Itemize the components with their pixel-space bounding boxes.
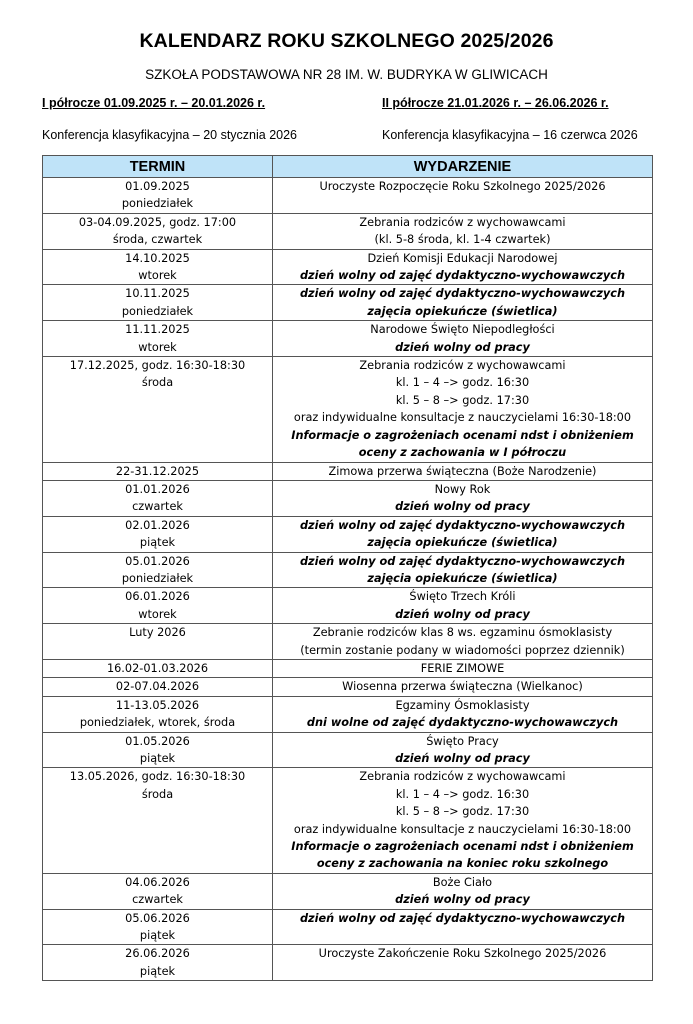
event-line-emphasis: dzień wolny od pracy xyxy=(395,752,530,765)
calendar-body xyxy=(43,178,653,981)
event-cell xyxy=(273,945,653,981)
event-cell xyxy=(273,321,653,357)
event-line: Zebranie rodziców klas 8 ws. egzaminu ósmoklasisty xyxy=(312,626,613,640)
table-row xyxy=(43,321,653,357)
column-header-term: TERMIN xyxy=(43,156,273,178)
term-cell xyxy=(43,873,273,909)
event-line-emphasis: dni wolne od zajęć dydaktyczno-wychowawczych xyxy=(306,716,619,730)
table-row xyxy=(43,357,653,462)
event-line-emphasis: zajęcia opiekuńcze (świetlica) xyxy=(367,571,558,585)
table-row xyxy=(43,768,653,873)
event-line: Egzaminy Ósmoklasisty xyxy=(395,698,530,712)
event-line: Wiosenna przerwa świąteczna (Wielkanoc) xyxy=(342,680,583,694)
term-line: wtorek xyxy=(138,607,177,621)
table-row xyxy=(43,213,653,249)
event-line: Nowy Rok xyxy=(434,482,491,496)
event-cell xyxy=(273,659,653,677)
event-cell xyxy=(273,873,653,909)
term-line: 11.11.2025 xyxy=(125,323,190,337)
event-cell xyxy=(273,678,653,696)
term-cell xyxy=(43,624,273,660)
event-cell xyxy=(273,285,653,321)
event-line: kl. 5 – 8 –> godz. 17:30 xyxy=(395,805,530,819)
table-row xyxy=(43,873,653,909)
table-row xyxy=(43,678,653,696)
event-line: Boże Ciało xyxy=(432,875,493,889)
conference-2: Konferencja klasyfikacyjna – 16 czerwca 2026 xyxy=(382,128,638,142)
event-line: oraz indywidualne konsultacje z nauczycielami 16:30-18:00 xyxy=(293,411,632,425)
term-cell xyxy=(43,178,273,214)
event-line-emphasis: dzień wolny od zajęć dydaktyczno-wychowawczych xyxy=(299,287,626,301)
event-line: (termin zostanie podany w wiadomości poprzez dziennik) xyxy=(300,643,625,657)
table-row xyxy=(43,945,653,981)
event-line-emphasis: dzień wolny od pracy xyxy=(395,500,530,514)
event-line-emphasis: dzień wolny od zajęć dydaktyczno-wychowawczych xyxy=(299,911,626,925)
event-cell xyxy=(273,552,653,588)
term-line: poniedziałek, wtorek, środa xyxy=(79,716,236,730)
term-line: 26.06.2026 xyxy=(125,947,190,961)
event-cell xyxy=(273,480,653,516)
term-line: środa, czwartek xyxy=(112,233,203,247)
term-line: 06.01.2026 xyxy=(125,590,190,604)
event-line-emphasis: dzień wolny od pracy xyxy=(395,893,530,907)
term-line: 02.01.2026 xyxy=(125,518,190,532)
term-line: 11-13.05.2026 xyxy=(115,698,200,712)
term-line: poniedziałek xyxy=(121,304,194,318)
term-cell xyxy=(43,696,273,732)
event-line: Zebrania rodziców z wychowawcami xyxy=(359,770,566,784)
term-line: 04.06.2026 xyxy=(125,875,190,889)
event-cell xyxy=(273,213,653,249)
event-line-emphasis: zajęcia opiekuńcze (świetlica) xyxy=(367,536,558,550)
term-line: poniedziałek xyxy=(121,571,194,585)
event-line-emphasis: dzień wolny od zajęć dydaktyczno-wychowawczych xyxy=(299,554,626,568)
event-line-emphasis: oceny z zachowania w I półroczu xyxy=(358,446,567,460)
table-row xyxy=(43,249,653,285)
term-cell xyxy=(43,552,273,588)
term-cell xyxy=(43,945,273,981)
term-line: czwartek xyxy=(132,893,183,907)
event-line-emphasis: dzień wolny od pracy xyxy=(395,607,530,621)
table-row xyxy=(43,588,653,624)
event-line-emphasis: Informacje o zagrożeniach ocenami ndst i obniżeniem xyxy=(291,840,634,854)
table-row xyxy=(43,696,653,732)
term-line: 22-31.12.2025 xyxy=(115,464,200,478)
term-line: piątek xyxy=(139,929,176,943)
event-line-emphasis: Informacje o zagrożeniach ocenami ndst i obniżeniem xyxy=(291,428,634,442)
table-row xyxy=(43,178,653,214)
event-line: Uroczyste Rozpoczęcie Roku Szkolnego 2025/2026 xyxy=(319,180,606,193)
term-line: Luty 2026 xyxy=(129,626,186,640)
event-line-emphasis: dzień wolny od pracy xyxy=(395,340,530,354)
event-line: kl. 1 – 4 –> godz. 16:30 xyxy=(395,376,530,390)
event-line: Dzień Komisji Edukacji Narodowej xyxy=(367,251,558,265)
term-cell xyxy=(43,516,273,552)
table-row xyxy=(43,659,653,677)
event-line-emphasis: dzień wolny od zajęć dydaktyczno-wychowawczych xyxy=(299,518,626,532)
term-cell xyxy=(43,768,273,873)
event-line: oraz indywidualne konsultacje z nauczycielami 16:30-18:00 xyxy=(293,822,632,836)
term-cell xyxy=(43,285,273,321)
term-cell xyxy=(43,357,273,462)
table-row xyxy=(43,285,653,321)
term-cell xyxy=(43,462,273,480)
table-row xyxy=(43,909,653,945)
table-row xyxy=(43,462,653,480)
event-line: Zebrania rodziców z wychowawcami xyxy=(359,215,566,229)
event-cell xyxy=(273,732,653,768)
term-cell xyxy=(43,732,273,768)
event-line-emphasis: dzień wolny od zajęć dydaktyczno-wychowawczych xyxy=(299,269,626,283)
school-name: SZKOŁA PODSTAWOWA NR 28 IM. W. BUDRYKA W GLIWICACH xyxy=(145,67,548,82)
event-line: Uroczyste Zakończenie Roku Szkolnego 2025/2026 xyxy=(318,947,607,961)
term-line: 05.06.2026 xyxy=(125,911,190,925)
event-cell xyxy=(273,696,653,732)
term-line: piątek xyxy=(139,536,176,550)
event-cell xyxy=(273,249,653,285)
table-row xyxy=(43,624,653,660)
term-cell xyxy=(43,249,273,285)
term-line: 13.05.2026, godz. 16:30-18:30 xyxy=(69,770,246,784)
term-line: 17.12.2025, godz. 16:30-18:30 xyxy=(69,359,246,373)
event-cell xyxy=(273,516,653,552)
table-row xyxy=(43,552,653,588)
event-cell xyxy=(273,178,653,214)
term-line: 16.02-01.03.2026 xyxy=(106,661,209,675)
term-cell xyxy=(43,480,273,516)
term-cell xyxy=(43,588,273,624)
event-line: Zebrania rodziców z wychowawcami xyxy=(359,359,566,373)
event-cell xyxy=(273,768,653,873)
table-row xyxy=(43,516,653,552)
event-line-emphasis: oceny z zachowania na koniec roku szkolnego xyxy=(316,857,609,871)
term-line: 01.09.2025 xyxy=(125,180,190,193)
term-line: 10.11.2025 xyxy=(125,287,190,301)
term-line: czwartek xyxy=(132,500,183,514)
term-cell xyxy=(43,321,273,357)
page-title: KALENDARZ ROKU SZKOLNEGO 2025/2026 xyxy=(139,30,554,52)
term-line: środa xyxy=(141,787,174,801)
term-cell xyxy=(43,678,273,696)
event-line: FERIE ZIMOWE xyxy=(420,661,505,675)
term-line: wtorek xyxy=(138,269,177,283)
table-row xyxy=(43,480,653,516)
event-line: Zimowa przerwa świąteczna (Boże Narodzenie) xyxy=(328,464,597,478)
conference-1: Konferencja klasyfikacyjna – 20 stycznia 2026 xyxy=(42,128,298,142)
term-line: 03-04.09.2025, godz. 17:00 xyxy=(78,215,237,229)
term-line: 01.05.2026 xyxy=(125,734,190,748)
term-line: poniedziałek xyxy=(121,197,194,211)
term-line: środa xyxy=(141,376,174,390)
calendar-table xyxy=(42,155,653,981)
table-header-row xyxy=(43,156,653,178)
event-cell xyxy=(273,462,653,480)
column-header-event: WYDARZENIE xyxy=(273,156,653,178)
semester-2-range: II półrocze 21.01.2026 r. – 26.06.2026 r. xyxy=(382,96,609,110)
term-line: piątek xyxy=(139,752,176,765)
event-cell xyxy=(273,588,653,624)
event-line: Święto Trzech Króli xyxy=(409,590,516,604)
table-row xyxy=(43,732,653,768)
event-cell xyxy=(273,909,653,945)
event-line: kl. 5 – 8 –> godz. 17:30 xyxy=(395,393,530,407)
event-line: (kl. 5-8 środa, kl. 1-4 czwartek) xyxy=(374,233,551,247)
term-line: 01.01.2026 xyxy=(125,482,190,496)
term-line: 14.10.2025 xyxy=(125,251,190,265)
event-cell xyxy=(273,624,653,660)
event-line-emphasis: zajęcia opiekuńcze (świetlica) xyxy=(367,304,558,318)
event-line: Święto Pracy xyxy=(426,734,499,748)
term-cell xyxy=(43,213,273,249)
event-line: Narodowe Święto Niepodległości xyxy=(370,323,555,337)
term-line: piątek xyxy=(139,964,176,978)
term-line: 05.01.2026 xyxy=(125,554,190,568)
term-line: wtorek xyxy=(138,340,177,354)
semester-1-range: I półrocze 01.09.2025 r. – 20.01.2026 r. xyxy=(42,96,266,110)
term-cell xyxy=(43,659,273,677)
term-line: 02-07.04.2026 xyxy=(115,680,200,694)
event-line: kl. 1 – 4 –> godz. 16:30 xyxy=(395,787,530,801)
event-cell xyxy=(273,357,653,462)
term-cell xyxy=(43,909,273,945)
